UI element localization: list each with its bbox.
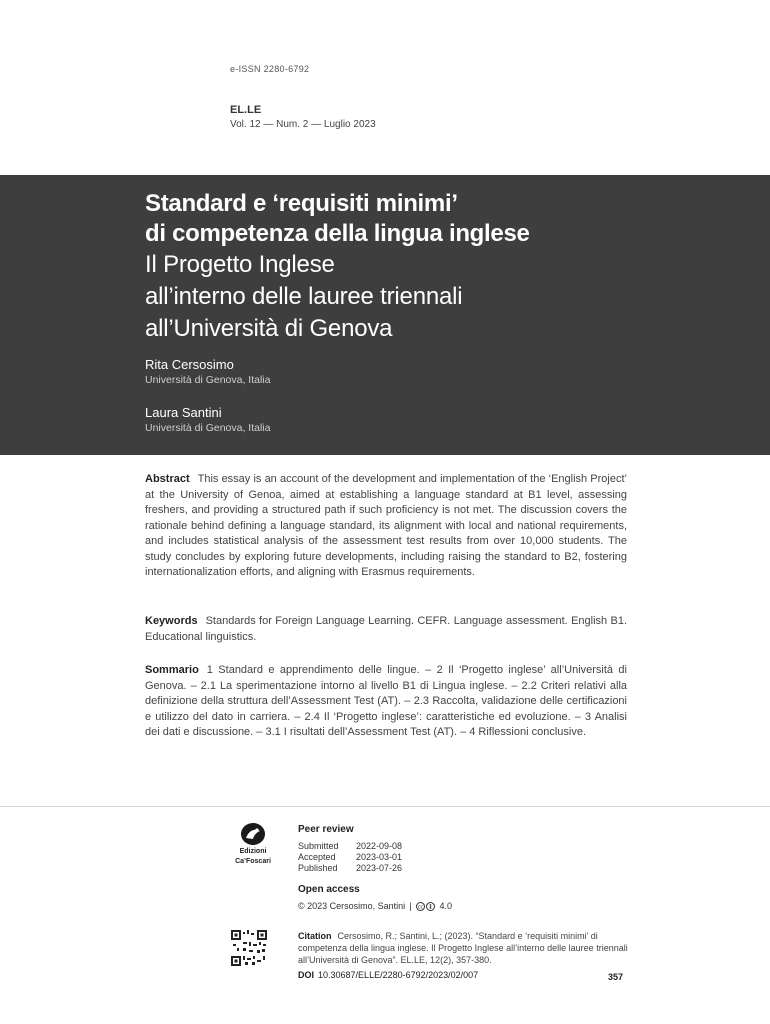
sommario-label: Sommario: [145, 664, 199, 676]
author-name: Laura Santini: [145, 405, 222, 420]
volume-info: Vol. 12 — Num. 2 — Luglio 2023: [230, 119, 376, 130]
peer-review-row: [298, 841, 628, 852]
row-value: 2023-03-01: [356, 852, 403, 862]
citation: [298, 930, 628, 966]
journal-name: EL.LE: [230, 104, 262, 116]
author-2: [145, 405, 270, 434]
abstract: [145, 472, 627, 581]
sommario: [145, 663, 627, 741]
row-label: Accepted: [298, 852, 336, 862]
author-1: [145, 357, 270, 386]
peer-review-heading: Peer review: [298, 824, 354, 835]
sommario-text: 1 Standard e apprendimento delle lingue. – 2 Il ‘Progetto inglese’ all’Università di Genova. – 2.1 La sperimentazione intorno al livello B1 di Lingua inglese. – 2.2 Criteri relativi alla definizione della struttura dell’Assessment Test (AT). – 2.3 Raccolta, validazione delle certificazioni e utilizzo del dato in carriera. – 2.4 Il ‘Progetto inglese’: caratteristiche ed evoluzione. – 3 Analisi dei dati e discussione. – 3.1 I risultati dell’Assessment Test (AT). – 4 Riflessioni conclusive.: [145, 664, 627, 738]
title-banner: [0, 175, 770, 455]
citation-text: Cersosimo, R.; Santini, L.; (2023). “Standard e ‘requisiti minimi’ di competenza della lingua inglese. Il Progetto Inglese all’interno delle lauree triennali all’Università di Genova”. EL.LE, 12(2), 357-380.: [298, 931, 628, 965]
license-line: [298, 901, 628, 911]
svg-text:cc: cc: [417, 903, 423, 910]
publisher-emblem-icon: [240, 822, 266, 846]
title-block: [145, 189, 750, 345]
peer-review-row: [298, 852, 628, 863]
peer-review-row: [298, 863, 628, 874]
doi-label: DOI: [298, 970, 315, 980]
creative-commons-icon: [416, 902, 436, 911]
author-affiliation: Università di Genova, Italia: [145, 374, 271, 386]
doi: [298, 970, 478, 980]
peer-review: [298, 824, 628, 911]
author-affiliation: Università di Genova, Italia: [145, 422, 271, 434]
keywords: [145, 614, 627, 645]
keywords-text: Standards for Foreign Language Learning. CEFR. Language assessment. English B1. Educational linguistics.: [145, 615, 627, 643]
doi-value[interactable]: 10.30687/ELLE/2280-6792/2023/02/007: [318, 970, 479, 980]
page-number: 357: [608, 972, 624, 982]
title-bold-line-1: Standard e ‘requisiti minimi’: [145, 190, 458, 217]
row-value: 2022-09-08: [356, 841, 403, 851]
abstract-label: Abstract: [145, 473, 190, 485]
row-value: 2023-07-26: [356, 863, 403, 873]
row-label: Published: [298, 863, 338, 873]
subtitle-line-1: Il Progetto Inglese: [145, 251, 335, 278]
citation-label: Citation: [298, 931, 332, 941]
issn: e-ISSN 2280-6792: [230, 64, 310, 74]
subtitle-line-2: all’interno delle lauree triennali: [145, 283, 463, 310]
abstract-text: This essay is an account of the development and implementation of the ‘English Project’ at the University of Genoa, aimed at establishing a language standard at B1 level, assessing freshers, and providing a structured path if such proficiency is not met. The discussion covers the rationale behind defining a language standard, its alignment with local and national requirements, and includes statistical analysis of the assessment test results from over 10,000 students. The study concludes by exploring future developments, including raising the standard to B2, fostering internationalization efforts, and aligning with Erasmus requirements.: [145, 473, 627, 578]
separator: |: [409, 901, 412, 911]
keywords-label: Keywords: [145, 615, 198, 627]
license-version: 4.0: [439, 901, 453, 911]
author-name: Rita Cersosimo: [145, 357, 234, 372]
title-bold-line-2: di competenza della lingua inglese: [145, 220, 530, 247]
publisher-name-line-1: Edizioni: [239, 848, 267, 855]
publisher-name-line-2: Ca’Foscari: [235, 858, 271, 865]
divider: [0, 806, 770, 807]
open-access-heading: Open access: [298, 884, 360, 895]
copyright-text: © 2023 Cersosimo, Santini: [298, 901, 406, 911]
subtitle-line-3: all’Università di Genova: [145, 315, 393, 342]
row-label: Submitted: [298, 841, 339, 851]
qr-code-icon: [231, 930, 267, 966]
publisher-logo: [232, 822, 274, 866]
